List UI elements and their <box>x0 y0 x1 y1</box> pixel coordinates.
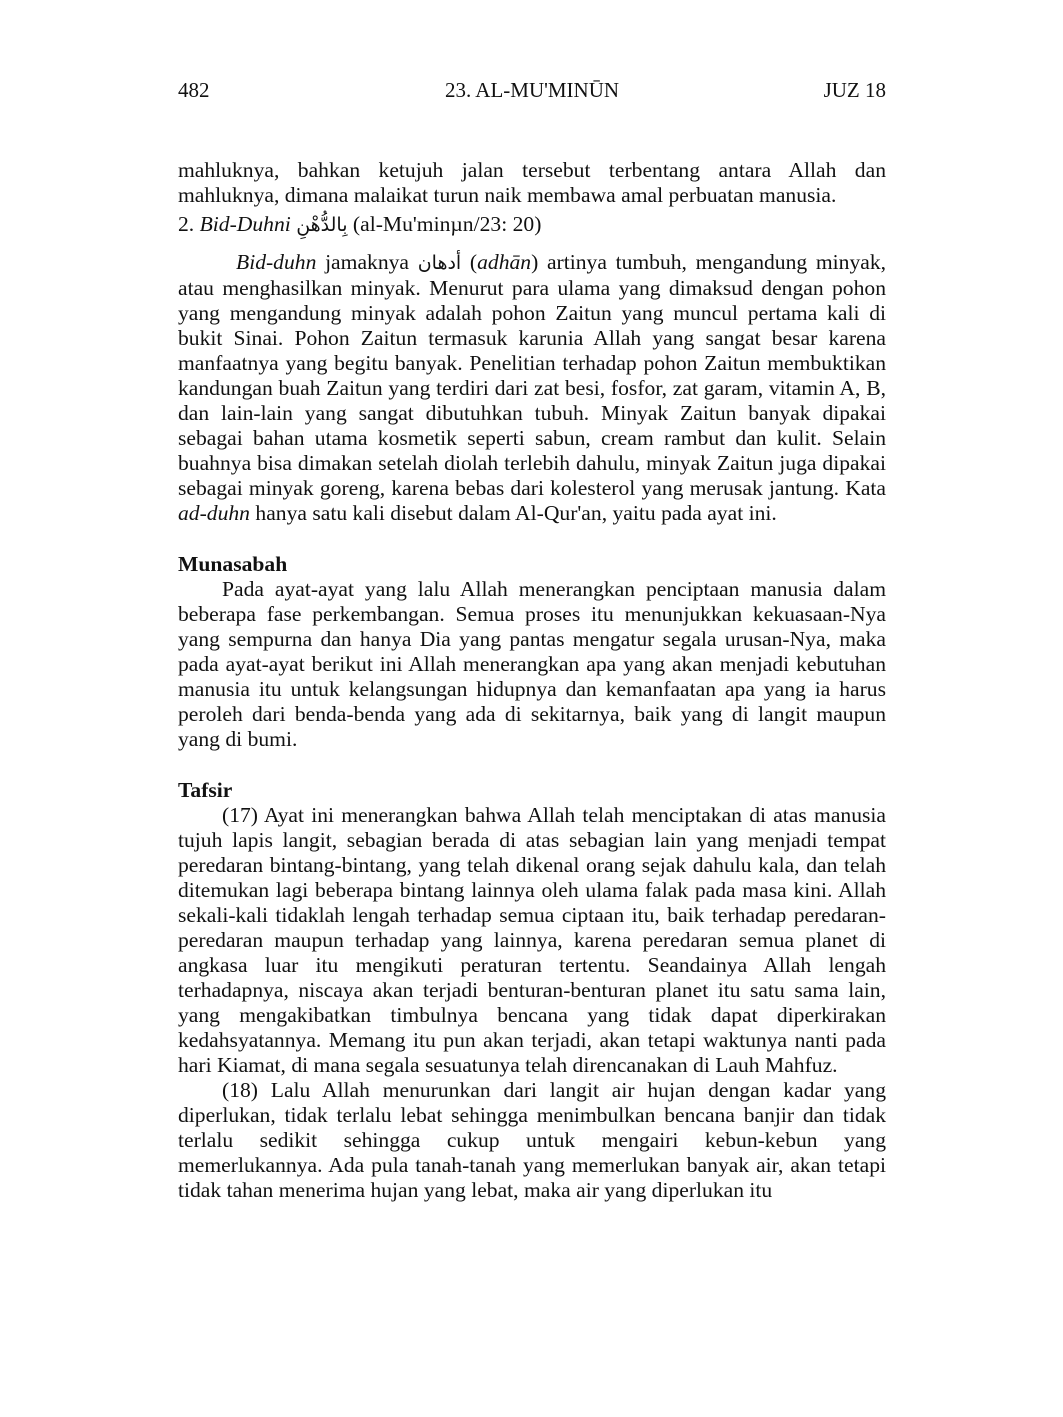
bid-duhn-text-b: artinya tumbuh, mengandung minyak, atau menghasilkan minyak. Menurut para ulama yang dimaksud dengan pohon yang mengandung minyak adalah pohon Zaitun yang muncul pertama kali di bukit Sinai. Pohon Zaitun termasuk karunia Allah yang sangat besar karena manfaatnya yang begitu banyak. Penelitian terhadap pohon Zaitun membuktikan kandungan buah Zaitun yang terdiri dari zat besi, fosfor, zat garam, vitamin A, B, dan lain-lain yang sangat dibutuhkan tubuh. Minyak Zaitun banyak dipakai sebagai bahan utama kosmetik seperti sabun, cream rambut dan kulit. Selain buahnya bisa dimakan setelah diolah terlebih dahulu, minyak Zaitun juga dipakai sebagai minyak goreng, karena bebas dari kolesterol yang merusak jantung. Kata <box>178 250 887 500</box>
munasabah-paragraph: Pada ayat-ayat yang lalu Allah menerangkan penciptaan manusia dalam beberapa fase perkembangan. Semua proses itu menunjukkan kekuasaan-Nya yang sempurna dan hanya Dia yang pantas mengatur segala urusan-Nya, maka pada ayat-ayat berikut ini Allah menerangkan apa yang akan menjadi kebutuhan manusia itu untuk kelangsungan hidupnya dan kemanfaatan apa yang ia harus peroleh dari benda-benda yang ada di sekitarnya, baik yang di langit maupun yang di bumi. <box>178 577 886 751</box>
page-number: 482 <box>178 78 210 102</box>
ad-duhn-term: ad-duhn <box>178 501 250 525</box>
page-header <box>178 78 886 104</box>
bid-duhn-text-a: jamaknya <box>325 250 410 274</box>
tafsir-paragraph-17: (17) Ayat ini menerangkan bahwa Allah telah menciptakan di atas manusia tujuh lapis langit, sebagian berada di atas sebagian lain yang menjadi tempat peredaran bintang-bintang, yang telah dikenal orang sejak dahulu kala, dan telah ditemukan lagi beberapa bintang lainnya oleh ulama falak pada masa kini. Allah sekali-kali tidaklah lengah terhadap semua ciptaan itu, baik terhadap peredaran-peredaran maupun terhadap yang lainnya, karena peredaran semua planet di angkasa luar itu mengikuti peraturan tertentu. Seandainya Allah lengah terhadapnya, niscaya akan terjadi benturan-benturan planet itu satu sama lain, yang mengakibatkan timbulnya bencana yang tidak dapat diperkirakan kedahsyatannya. Memang itu pun akan terjadi, akan tetapi waktunya nanti pada hari Kiamat, di mana segala sesuatunya telah direncanakan di Lauh Mahfuz. <box>178 803 886 1077</box>
tafsir-heading: Tafsir <box>178 778 233 802</box>
surah-title: 23. AL-MU'MINŪN <box>444 78 620 102</box>
bid-duhn-text-c: hanya satu kali disebut dalam Al-Qur'an, yaitu pada ayat ini. <box>255 501 777 525</box>
arabic-term: بِالدُّهْنِ <box>296 214 348 236</box>
intro-paragraph: mahluknya, bahkan ketujuh jalan tersebut terbentang antara Allah dan mahluknya, dimana malaikat turun naik membawa amal perbuatan manusia. <box>178 158 886 207</box>
item-bid-duhni <box>178 212 886 238</box>
item-term: Bid-Duhni <box>199 212 291 236</box>
item-number: 2. <box>178 212 195 236</box>
tafsir-paragraph-18: (18) Lalu Allah menurunkan dari langit air hujan dengan kadar yang diperlukan, tidak terlalu lebat sehingga menimbulkan bencana banjir dan tidak terlalu sedikit sehingga cukup untuk mengairi kebun-kebun yang memerlukannya. Ada pula tanah-tanah yang memerlukan banyak air, akan tetapi tidak tahan menerima hujan yang lebat, maka air yang diperlukan itu <box>178 1078 886 1202</box>
arabic-plural: أدهان <box>417 252 462 274</box>
bid-duhn-term: Bid-duhn <box>236 250 317 274</box>
item-reference: (al-Mu'minµn/23: 20) <box>352 212 542 236</box>
bid-duhn-paragraph: Bid-duhn jamaknya أدهان (adhān) artinya tumbuh, mengandung minyak, atau menghasilkan minyak. Menurut para ulama yang dimaksud dengan pohon yang mengandung minyak adalah pohon Zaitun yang muncul pertama kali di bukit Sinai. Pohon Zaitun termasuk karunia Allah yang sangat besar karena manfaatnya yang begitu banyak. Penelitian terhadap pohon Zaitun membuktikan kandungan buah Zaitun yang terdiri dari zat besi, fosfor, zat garam, vitamin A, B, dan lain-lain yang sangat dibutuhkan tubuh. Minyak Zaitun banyak dipakai sebagai bahan utama kosmetik seperti sabun, cream rambut dan kulit. Selain buahnya bisa dimakan setelah diolah terlebih dahulu, minyak Zaitun juga dipakai sebagai minyak goreng, karena bebas dari kolesterol yang merusak jantung. Kata ad-duhn hanya satu kali disebut dalam Al-Qur'an, yaitu pada ayat ini. <box>178 250 887 525</box>
page-body <box>178 158 886 1203</box>
transliteration: adhān <box>477 250 532 274</box>
juz-label: JUZ 18 <box>823 78 886 102</box>
munasabah-heading: Munasabah <box>178 552 288 576</box>
